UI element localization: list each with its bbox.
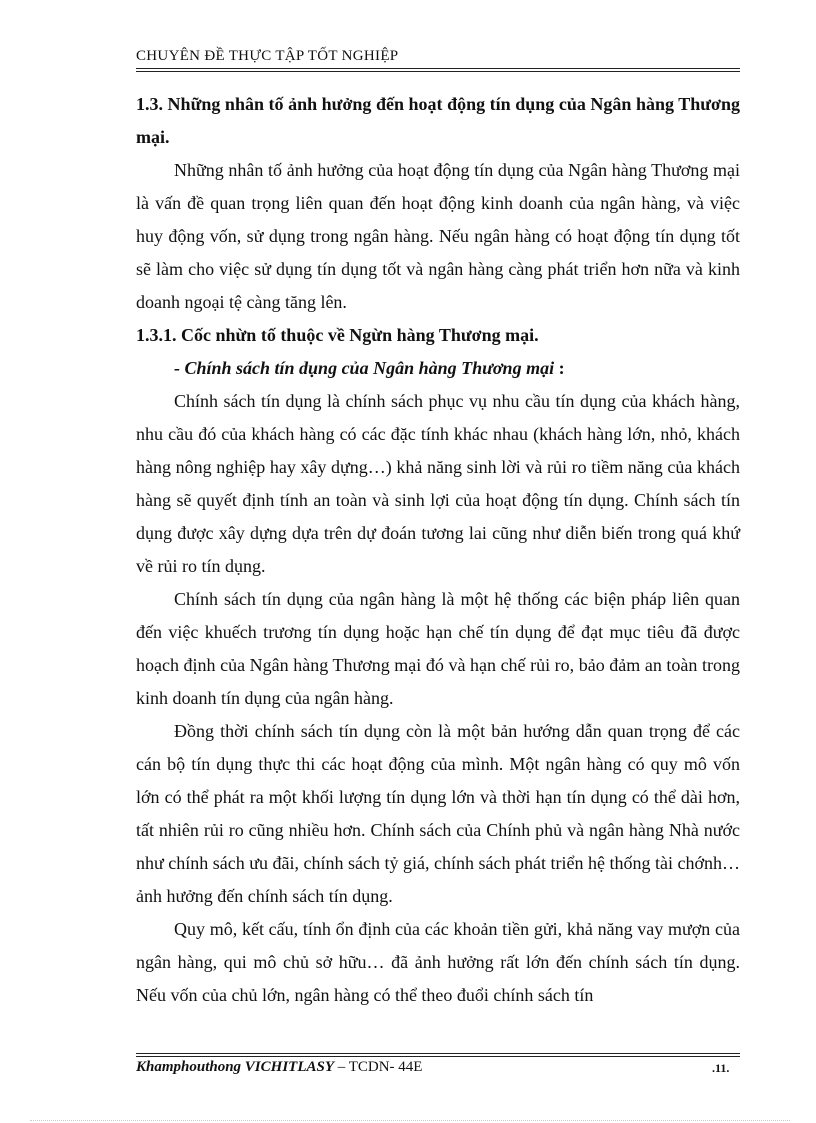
- policy-subheading-title: - Chính sách tín dụng của Ngân hàng Thương mại: [174, 358, 555, 378]
- page-bottom-dotted-rule: [30, 1120, 790, 1121]
- footer-rule-top: [136, 1053, 740, 1054]
- paragraph-5: Quy mô, kết cấu, tính ổn định của các khoản tiền gửi, khả năng vay mượn của ngân hàng, qui mô chủ sở hữu… đã ảnh hưởng rất lớn đến chính sách tín dụng. Nếu vốn của chủ lớn, ngân hàng có thể theo đuổi chính sách tín: [136, 919, 740, 1005]
- header-rule-top: [136, 68, 740, 69]
- footer-rule-bottom: [136, 1056, 740, 1057]
- paragraph-2: Chính sách tín dụng là chính sách phục vụ nhu cầu tín dụng của khách hàng, nhu cầu đó của khách hàng có các đặc tính khác nhau (khách hàng lớn, nhỏ, khách hàng nông nghiệp hay xây dựng…) khả năng sinh lời và rủi ro tiềm năng của khách hàng sẽ quyết định tính an toàn và sinh lợi của hoạt động tín dụng. Chính sách tín dụng được xây dựng dựa trên dự đoán tương lai cũng như diễn biến trong quá khứ về rủi ro tín dụng.: [136, 391, 740, 576]
- footer-author-line: [136, 1059, 422, 1076]
- section-heading-1-3: 1.3. Những nhân tố ảnh hưởng đến hoạt động tín dụng của Ngân hàng Thương mại.: [136, 94, 740, 147]
- footer-author: Khamphouthong VICHITLASY: [136, 1059, 334, 1075]
- paragraph-1: Những nhân tố ảnh hưởng của hoạt động tín dụng của Ngân hàng Thương mại là vấn đề quan trọng liên quan đến hoạt động kinh doanh của ngân hàng, và việc huy động vốn, sử dụng trong ngân hàng. Nếu ngân hàng có hoạt động tín dụng tốt sẽ làm cho việc sử dụng tín dụng tốt và ngân hàng càng phát triển hơn nữa và kinh doanh ngoại tệ càng tăng lên.: [136, 160, 740, 312]
- policy-subheading-colon: :: [554, 358, 565, 378]
- footer-class-code: – TCDN- 44E: [334, 1059, 423, 1075]
- paragraph-4: Đồng thời chính sách tín dụng còn là một bản hướng dẫn quan trọng để các cán bộ tín dụng thực thi các hoạt động của mình. Một ngân hàng có quy mô vốn lớn có thể phát ra một khối lượng tín dụng lớn và thời hạn tín dụng có thể dài hơn, tất nhiên rủi ro cũng nhiều hơn. Chính sách của Chính phủ và ngân hàng Nhà nước như chính sách ưu đãi, chính sách tỷ giá, chính sách phát triển hệ thống tài chớnh… ảnh hưởng đến chính sách tín dụng.: [136, 721, 740, 906]
- section-heading-1-3-1: 1.3.1. Cốc nhừn tố thuộc về Ngừn hàng Thương mại.: [136, 325, 539, 345]
- policy-subheading: [136, 352, 740, 385]
- header-title: CHUYÊN ĐỀ THỰC TẬP TỐT NGHIỆP: [136, 48, 399, 64]
- document-body: [136, 88, 740, 1012]
- paragraph-3: Chính sách tín dụng của ngân hàng là một hệ thống các biện pháp liên quan đến việc khuếch trương tín dụng hoặc hạn chế tín dụng để đạt mục tiêu đã được hoạch định của Ngân hàng Thương mại đó và hạn chế rủi ro, bảo đảm an toàn trong kinh doanh tín dụng của ngân hàng.: [136, 589, 740, 708]
- page-number: .11.: [712, 1061, 730, 1075]
- header-rule-bottom: [136, 71, 740, 72]
